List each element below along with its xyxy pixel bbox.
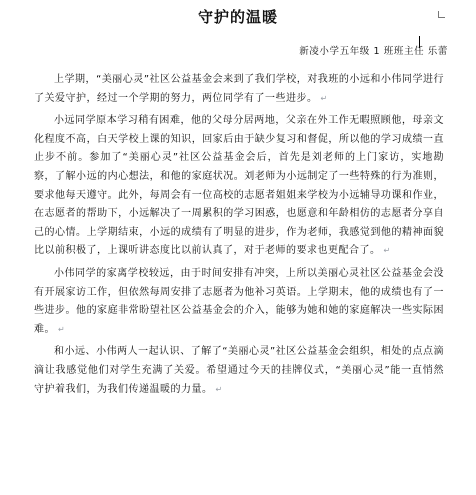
author-byline: 新凌小学五年级 1 班班主任 乐蕾: [299, 46, 448, 57]
paragraph-4: [34, 343, 444, 399]
paragraph-text: 和小远、小伟两人一起认识、了解了“美丽心灵”社区公益基金会组织，相处的点点滴滴让我感觉他们对学生充满了关爱。希望通过今天的挂牌仪式，“美丽心灵”能一直悄然守护着我们，为我们传递温暖的力量。: [34, 346, 444, 395]
paragraph-mark-icon: ↵: [320, 93, 328, 103]
paragraph-mark-icon: ↵: [215, 384, 223, 394]
paragraph-1: [34, 71, 444, 108]
paragraph-mark-icon: ↵: [383, 246, 391, 256]
paragraph-2: [34, 112, 444, 261]
document-body[interactable]: [34, 71, 444, 403]
paragraph-text: 小伟同学的家离学校较远，由于时间安排有冲突，上所以美丽心灵社区公益基金会没有开展家访工作，但依然每周安排了志愿者为他补习英语。上学期末，他的成绩也有了一些进步。他的家庭非常盼望社区公益基金会的介入，能够为她和她的家庭解决一些实际困难。: [34, 267, 444, 335]
paragraph-3: [34, 265, 444, 339]
paragraph-text: 小远同学原本学习稍有困难，他的父母分居两地，父亲在外工作无暇照顾他，母亲文化程度不高，白天学校上课的知识，回家后由于缺少复习和督促，所以他的学习成绩一直止步不前。参加了“美丽心灵”社区公益基金会后，首先是刘老师的上门家访，实地勘察，了解小远的内心想法，和他的家庭状况。刘老师为小远制定了一些特殊的行为准则，要求他每天遵守。此外，每周会有一位高校的志愿者姐姐来学校为小远辅导功课和作业，在志愿者的帮助下，小远解决了一周累积的学习困惑，也愿意和年龄相仿的志愿者分享自己的心情。上学期结束，小远的成绩有了明显的进步，作为老师，我感觉到他的精神面貌比以前积极了，上课听讲态度比以前认真了，对于老师的要求也更配合了。: [34, 115, 444, 257]
paragraph-mark-icon: ↵: [58, 324, 66, 334]
document-title: 守护的温暖: [197, 8, 278, 26]
paragraph-text: 上学期，“美丽心灵”社区公益基金会来到了我们学校，对我班的小远和小伟同学进行了关爱守护，经过一个学期的努力，两位同学有了一些进步。: [34, 74, 444, 104]
margin-corner-mark: [438, 11, 445, 18]
